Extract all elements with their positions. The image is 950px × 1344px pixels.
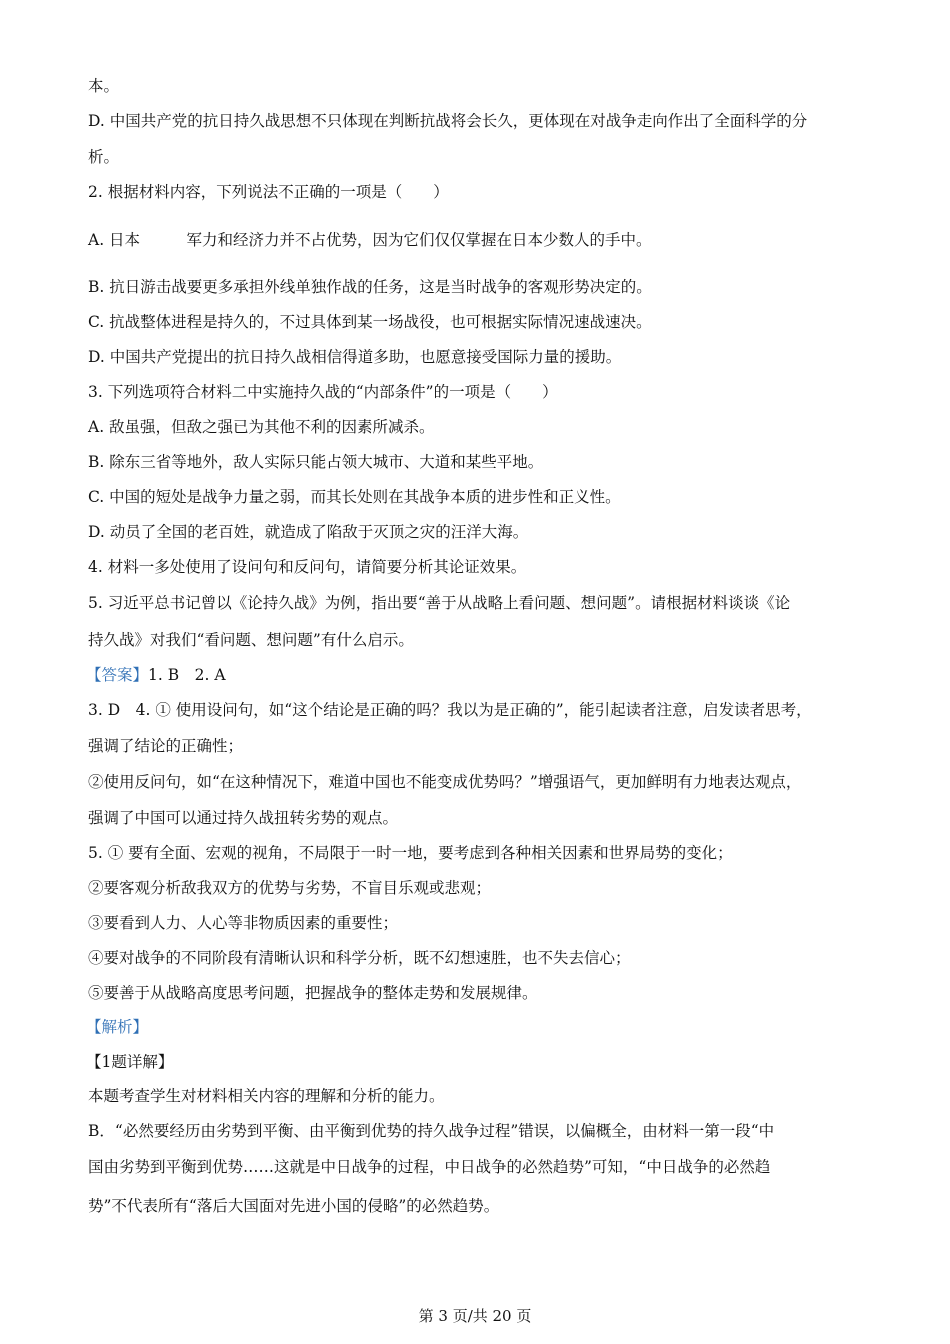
- question-3: 3. 下列选项符合材料二中实施持久战的“内部条件”的一项是（ ）: [88, 383, 558, 401]
- option-a: A. 日本 军力和经济力并不占优势，因为它们仅仅掌握在日本少数人的手中。: [88, 231, 652, 249]
- answer-line: 强调了结论的正确性；: [88, 737, 244, 755]
- option-d: D. 中国共产党的抗日持久战思想不只体现在判断抗战将会长久，更体现在对战争走向作出了全面科学的分: [88, 112, 808, 130]
- answer-line: ②要客观分析敌我双方的优势与劣势，不盲目乐观或悲观；: [88, 879, 492, 897]
- option-d: D. 中国共产党提出的抗日持久战相信得道多助，也愿意接受国际力量的援助。: [88, 348, 622, 366]
- answer-line: ③要看到人力、人心等非物质因素的重要性；: [88, 914, 399, 932]
- text-line: 析。: [88, 148, 120, 166]
- analysis-line: 势”不代表所有“落后大国面对先进小国的侵略”的必然趋势。: [88, 1197, 500, 1215]
- analysis-tag: 【解析】: [86, 1018, 149, 1036]
- answer-line: [86, 665, 226, 685]
- question-2: 2. 根据材料内容，下列说法不正确的一项是（ ）: [88, 183, 449, 201]
- analysis-line: 国由劣势到平衡到优势……这就是中日战争的过程，中日战争的必然趋势”可知，“中日战争的必然趋: [88, 1158, 771, 1176]
- option-b: B. 除东三省等地外，敌人实际只能占领大城市、大道和某些平地。: [88, 453, 544, 471]
- option-c: C. 抗战整体进程是持久的，不过具体到某一场战役，也可根据实际情况速战速决。: [88, 313, 652, 331]
- answer-line: 3. D 4. ① 使用设问句，如“这个结论是正确的吗？我以为是正确的”，能引起读者注意，启发读者思考，: [88, 701, 812, 719]
- answer-line: 5. ① 要有全面、宏观的视角，不局限于一时一地，要考虑到各种相关因素和世界局势的变化；: [88, 844, 733, 862]
- option-b: B. 抗日游击战要更多承担外线单独作战的任务，这是当时战争的客观形势决定的。: [88, 278, 652, 296]
- question-5: 5. 习近平总书记曾以《论持久战》为例，指出要“善于从战略上看问题、想问题”。请根据材料谈谈《论: [88, 594, 791, 612]
- analysis-heading: 【1题详解】: [86, 1053, 174, 1071]
- analysis-line: 本题考查学生对材料相关内容的理解和分析的能力。: [88, 1087, 445, 1105]
- page-footer: 第 3 页/共 20 页: [418, 1307, 532, 1325]
- analysis-line: B．“必然要经历由劣势到平衡、由平衡到优势的持久战争过程”错误，以偏概全，由材料一第一段“中: [88, 1122, 775, 1140]
- option-d: D. 动员了全国的老百姓，就造成了陷敌于灭顶之灾的汪洋大海。: [88, 523, 529, 541]
- answer-tag: 【答案】: [86, 666, 149, 684]
- question-4: 4. 材料一多处使用了设问句和反问句，请简要分析其论证效果。: [88, 558, 527, 576]
- text-line: 本。: [88, 77, 120, 95]
- answer-text: 1. B 2. A: [148, 666, 226, 684]
- answer-line: ⑤要善于从战略高度思考问题，把握战争的整体走势和发展规律。: [88, 984, 538, 1002]
- answer-line: 强调了中国可以通过持久战扭转劣势的观点。: [88, 809, 399, 827]
- option-a: A. 敌虽强，但敌之强已为其他不利的因素所减杀。: [88, 418, 435, 436]
- answer-line: ④要对战争的不同阶段有清晰认识和科学分析，既不幻想速胜，也不失去信心；: [88, 949, 631, 967]
- text-line: 持久战》对我们“看问题、想问题”有什么启示。: [88, 631, 414, 649]
- answer-line: ②使用反问句，如“在这种情况下，难道中国也不能变成优势吗？”增强语气，更加鲜明有力地表达观点，: [88, 773, 802, 791]
- option-c: C. 中国的短处是战争力量之弱，而其长处则在其战争本质的进步性和正义性。: [88, 488, 621, 506]
